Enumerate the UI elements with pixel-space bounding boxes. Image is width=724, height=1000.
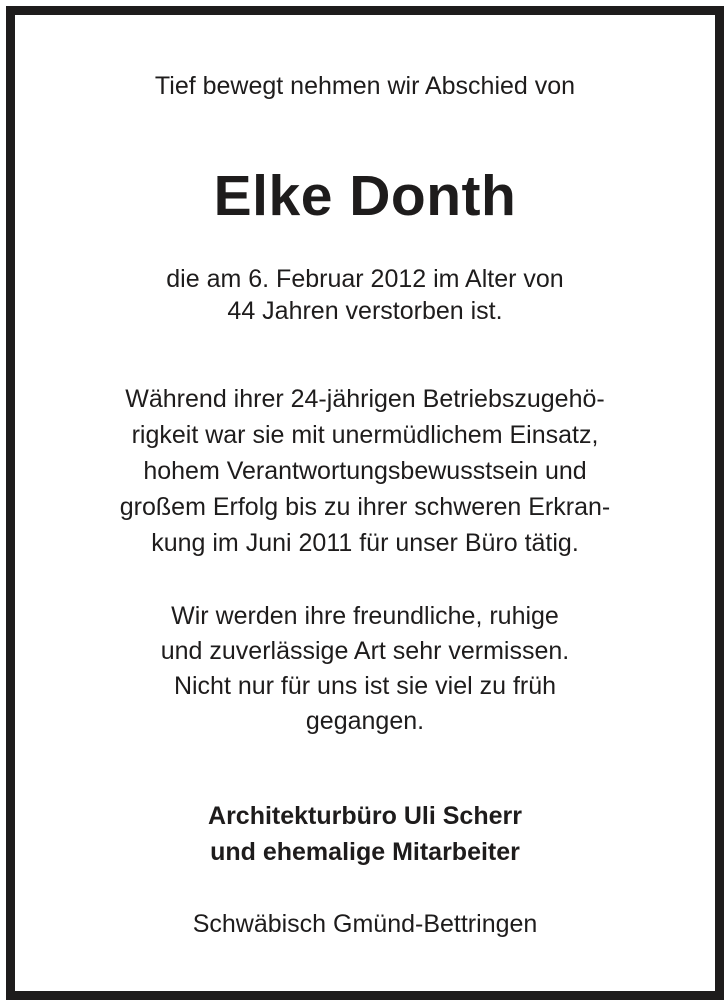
tribute-line: großem Erfolg bis zu ihrer schweren Erkran- (119, 493, 611, 521)
intro-text: Tief bewegt nehmen wir Abschied von (154, 72, 576, 100)
obituary-border-frame (6, 6, 724, 1000)
farewell-line: gegangen. (305, 707, 425, 735)
tribute-line: rigkeit war sie mit unermüdlichem Einsatz, (131, 421, 599, 449)
deceased-name: Elke Donth (213, 164, 517, 228)
tribute-paragraph (15, 381, 715, 561)
death-announcement (15, 263, 715, 327)
signature-staff: und ehemalige Mitarbeiter (210, 838, 520, 866)
farewell-line: und zuverlässige Art sehr vermissen. (160, 637, 570, 665)
tribute-line: Während ihrer 24-jährigen Betriebszugehö- (125, 385, 605, 413)
tribute-line: hohem Verantwortungsbewusstsein und (143, 457, 587, 485)
farewell-paragraph (15, 599, 715, 739)
farewell-line: Nicht nur für uns ist sie viel zu früh (173, 672, 557, 700)
tribute-line: kung im Juni 2011 für unser Büro tätig. (151, 529, 579, 557)
signature-block (15, 798, 715, 870)
death-line: 44 Jahren verstorben ist. (227, 297, 503, 325)
death-line: die am 6. Februar 2012 im Alter von (166, 265, 564, 293)
signature-company: Architekturbüro Uli Scherr (208, 802, 522, 830)
place-text: Schwäbisch Gmünd-Bettringen (192, 910, 538, 938)
farewell-line: Wir werden ihre freundliche, ruhige (171, 602, 559, 630)
